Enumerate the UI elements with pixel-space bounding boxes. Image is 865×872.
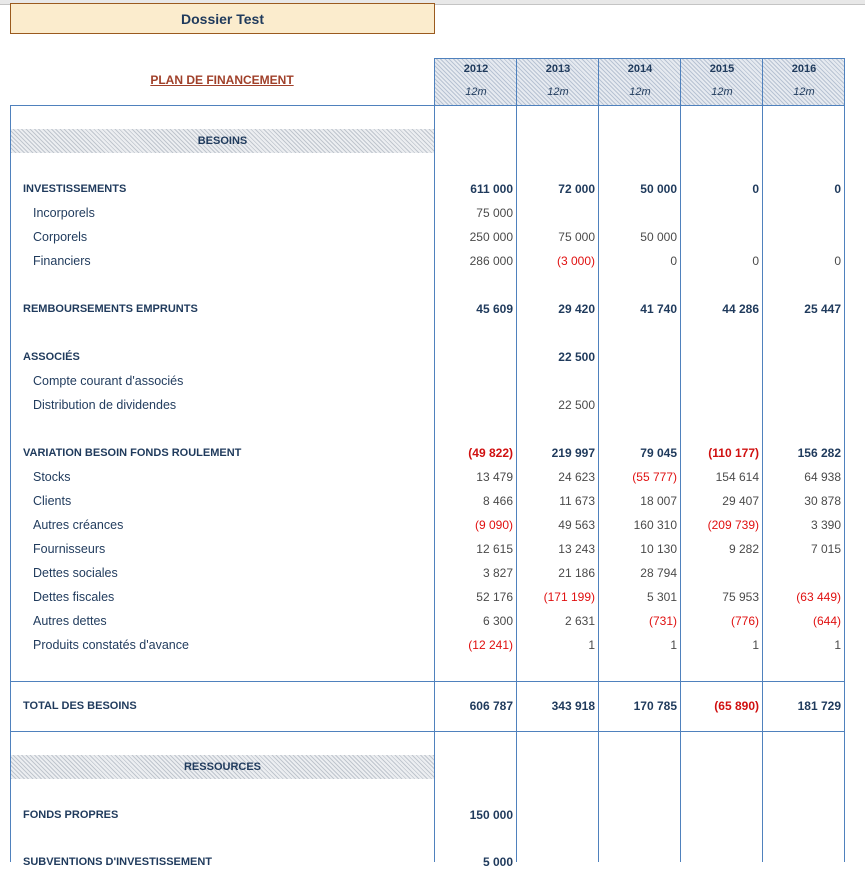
- row-label: ASSOCIÉS: [23, 351, 80, 363]
- value-cell-2015[interactable]: [681, 371, 759, 391]
- period-label: 12m: [465, 86, 487, 98]
- value-cell-2012[interactable]: 3 827: [482, 566, 513, 580]
- value-cell-2013[interactable]: (171 199): [543, 590, 595, 604]
- value-cell-2015[interactable]: 9 282: [728, 542, 759, 556]
- table-row: [0, 179, 865, 199]
- value-cell-2013[interactable]: 22 500: [558, 350, 595, 364]
- table-row: [0, 347, 865, 367]
- value-cell-2014[interactable]: 1: [670, 638, 677, 652]
- value-cell-2016[interactable]: [763, 395, 841, 415]
- row-label: Distribution de dividendes: [33, 398, 177, 412]
- value-cell-2014[interactable]: (55 777): [632, 470, 677, 484]
- year-label: 2013: [545, 63, 571, 75]
- section-besoins-band: [11, 129, 434, 153]
- table-row: [0, 539, 865, 559]
- value-cell-2014[interactable]: [599, 395, 677, 415]
- value-cell-2015[interactable]: [681, 347, 759, 367]
- value-cell-2013[interactable]: 21 186: [558, 566, 595, 580]
- plan-title: PLAN DE FINANCEMENT: [150, 73, 294, 87]
- value-cell-2013[interactable]: 75 000: [558, 230, 595, 244]
- grid-hline: [10, 731, 845, 732]
- value-cell-2013[interactable]: (3 000): [556, 254, 595, 268]
- value-cell-2012[interactable]: [435, 347, 513, 367]
- row-label: REMBOURSEMENTS EMPRUNTS: [23, 303, 198, 315]
- value-cell-2015[interactable]: [681, 227, 759, 247]
- value-cell-2016[interactable]: [763, 347, 841, 367]
- table-row: [0, 852, 865, 872]
- value-cell-2012[interactable]: 5 000: [482, 855, 513, 869]
- value-cell-2015[interactable]: 154 614: [715, 470, 759, 484]
- value-cell-2013[interactable]: 2 631: [564, 614, 595, 628]
- value-cell-2013[interactable]: 24 623: [558, 470, 595, 484]
- period-label: 12m: [547, 86, 569, 98]
- table-row: [0, 563, 865, 583]
- value-cell-2012[interactable]: 606 787: [469, 699, 513, 713]
- value-cell-2016[interactable]: (63 449): [796, 590, 841, 604]
- value-cell-2012[interactable]: 52 176: [476, 590, 513, 604]
- value-cell-2015[interactable]: (776): [730, 614, 759, 628]
- table-row: [0, 635, 865, 655]
- row-label: Clients: [33, 494, 72, 508]
- value-cell-2015[interactable]: [681, 395, 759, 415]
- value-cell-2016[interactable]: 30 878: [804, 494, 841, 508]
- row-label: INVESTISSEMENTS: [23, 183, 127, 195]
- value-cell-2016[interactable]: 0: [834, 182, 841, 196]
- value-cell-2014[interactable]: 160 310: [633, 518, 677, 532]
- year-header-2014: [599, 58, 681, 105]
- table-row: [0, 696, 865, 716]
- value-cell-2013[interactable]: [517, 852, 595, 872]
- period-label: 12m: [711, 86, 733, 98]
- dossier-title-cell[interactable]: [10, 3, 435, 34]
- row-label: VARIATION BESOIN FONDS ROULEMENT: [23, 447, 242, 459]
- value-cell-2014[interactable]: 170 785: [633, 699, 677, 713]
- value-cell-2015[interactable]: 75 953: [722, 590, 759, 604]
- value-cell-2012[interactable]: 8 466: [482, 494, 513, 508]
- value-cell-2015[interactable]: [681, 203, 759, 223]
- value-cell-2015[interactable]: 29 407: [722, 494, 759, 508]
- value-cell-2016[interactable]: [763, 371, 841, 391]
- section-besoins-label: BESOINS: [197, 135, 248, 147]
- value-cell-2014[interactable]: (731): [648, 614, 677, 628]
- value-cell-2012[interactable]: 13 479: [476, 470, 513, 484]
- period-label: 12m: [629, 86, 651, 98]
- row-label: Compte courant d'associés: [33, 374, 184, 388]
- value-cell-2015[interactable]: 1: [752, 638, 759, 652]
- table-row: [0, 395, 865, 415]
- value-cell-2014[interactable]: [599, 805, 677, 825]
- year-header-2013: [517, 58, 599, 105]
- value-cell-2012[interactable]: 150 000: [469, 808, 513, 822]
- value-cell-2015[interactable]: [681, 563, 759, 583]
- value-cell-2014[interactable]: [599, 852, 677, 872]
- row-label: Dettes fiscales: [33, 590, 115, 604]
- value-cell-2012[interactable]: [435, 395, 513, 415]
- value-cell-2012[interactable]: [435, 371, 513, 391]
- value-cell-2016[interactable]: 3 390: [810, 518, 841, 532]
- value-cell-2015[interactable]: (209 739): [707, 518, 759, 532]
- value-cell-2013[interactable]: [517, 805, 595, 825]
- value-cell-2016[interactable]: [763, 203, 841, 223]
- value-cell-2012[interactable]: 6 300: [482, 614, 513, 628]
- value-cell-2015[interactable]: (65 890): [714, 699, 759, 713]
- row-label: TOTAL DES BESOINS: [23, 700, 137, 712]
- value-cell-2013[interactable]: 29 420: [558, 302, 595, 316]
- table-row: [0, 251, 865, 271]
- value-cell-2016[interactable]: 64 938: [804, 470, 841, 484]
- value-cell-2013[interactable]: 13 243: [558, 542, 595, 556]
- value-cell-2016[interactable]: [763, 227, 841, 247]
- grid-hline: [10, 105, 845, 106]
- value-cell-2013[interactable]: 49 563: [558, 518, 595, 532]
- value-cell-2016[interactable]: [763, 805, 841, 825]
- value-cell-2012[interactable]: 45 609: [476, 302, 513, 316]
- row-label: Autres créances: [33, 518, 124, 532]
- value-cell-2014[interactable]: 50 000: [640, 230, 677, 244]
- value-cell-2012[interactable]: 250 000: [469, 230, 513, 244]
- table-row: [0, 467, 865, 487]
- value-cell-2014[interactable]: [599, 371, 677, 391]
- section-ressources-label: RESSOURCES: [183, 761, 262, 773]
- table-row: [0, 587, 865, 607]
- row-label: SUBVENTIONS D'INVESTISSEMENT: [23, 856, 213, 868]
- value-cell-2012[interactable]: (9 090): [474, 518, 513, 532]
- table-row: [0, 491, 865, 511]
- value-cell-2015[interactable]: 0: [752, 182, 759, 196]
- table-row: [0, 515, 865, 535]
- value-cell-2013[interactable]: 11 673: [559, 494, 595, 508]
- value-cell-2012[interactable]: (12 241): [468, 638, 513, 652]
- value-cell-2014[interactable]: 10 130: [640, 542, 677, 556]
- row-label: Stocks: [33, 470, 71, 484]
- value-cell-2013[interactable]: 72 000: [558, 182, 595, 196]
- value-cell-2012[interactable]: 75 000: [476, 206, 513, 220]
- value-cell-2015[interactable]: [681, 805, 759, 825]
- value-cell-2014[interactable]: 5 301: [646, 590, 677, 604]
- value-cell-2015[interactable]: (110 177): [708, 446, 759, 460]
- value-cell-2016[interactable]: (644): [812, 614, 841, 628]
- row-label: Fournisseurs: [33, 542, 106, 556]
- value-cell-2015[interactable]: [681, 852, 759, 872]
- table-row: [0, 227, 865, 247]
- value-cell-2013[interactable]: 343 918: [551, 699, 595, 713]
- value-cell-2016[interactable]: [763, 852, 841, 872]
- value-cell-2013[interactable]: 1: [588, 638, 595, 652]
- table-row: [0, 805, 865, 825]
- year-label: 2015: [709, 63, 735, 75]
- value-cell-2016[interactable]: 0: [834, 254, 841, 268]
- value-cell-2014[interactable]: [599, 347, 677, 367]
- row-label: Incorporels: [33, 206, 95, 220]
- value-cell-2012[interactable]: 611 000: [470, 182, 513, 196]
- grid-hline: [434, 58, 845, 59]
- row-label: Autres dettes: [33, 614, 107, 628]
- row-label: Dettes sociales: [33, 566, 118, 580]
- grid-hline: [10, 681, 845, 682]
- value-cell-2013[interactable]: [517, 371, 595, 391]
- year-label: 2014: [627, 63, 653, 75]
- row-label: Corporels: [33, 230, 88, 244]
- row-label: FONDS PROPRES: [23, 809, 119, 821]
- value-cell-2014[interactable]: 79 045: [640, 446, 677, 460]
- table-row: [0, 299, 865, 319]
- year-header-2015: [681, 58, 763, 105]
- period-label: 12m: [793, 86, 815, 98]
- value-cell-2012[interactable]: (49 822): [468, 446, 513, 460]
- value-cell-2016[interactable]: 1: [834, 638, 841, 652]
- value-cell-2016[interactable]: 25 447: [804, 302, 841, 316]
- value-cell-2015[interactable]: 44 286: [722, 302, 759, 316]
- value-cell-2016[interactable]: 7 015: [810, 542, 841, 556]
- value-cell-2016[interactable]: 156 282: [797, 446, 841, 460]
- value-cell-2014[interactable]: 50 000: [640, 182, 677, 196]
- value-cell-2013[interactable]: 219 997: [551, 446, 595, 460]
- value-cell-2016[interactable]: 181 729: [797, 699, 841, 713]
- value-cell-2014[interactable]: [599, 203, 677, 223]
- row-label: Financiers: [33, 254, 91, 268]
- dossier-title: Dossier Test: [181, 10, 264, 27]
- value-cell-2013[interactable]: [517, 203, 595, 223]
- year-header-2012: [435, 58, 517, 105]
- table-row: [0, 443, 865, 463]
- value-cell-2014[interactable]: 18 007: [640, 494, 677, 508]
- value-cell-2015[interactable]: 0: [752, 254, 759, 268]
- row-label: Produits constatés d'avance: [33, 638, 189, 652]
- year-label: 2016: [791, 63, 817, 75]
- value-cell-2014[interactable]: 28 794: [640, 566, 677, 580]
- section-ressources-band: [11, 755, 434, 779]
- year-label: 2012: [463, 63, 489, 75]
- value-cell-2012[interactable]: 286 000: [469, 254, 513, 268]
- value-cell-2013[interactable]: 22 500: [558, 398, 595, 412]
- value-cell-2014[interactable]: 0: [670, 254, 677, 268]
- value-cell-2016[interactable]: [763, 563, 841, 583]
- value-cell-2012[interactable]: 12 615: [476, 542, 513, 556]
- table-row: [0, 203, 865, 223]
- table-row: [0, 371, 865, 391]
- value-cell-2014[interactable]: 41 740: [640, 302, 677, 316]
- table-row: [0, 611, 865, 631]
- year-header-2016: [763, 58, 845, 105]
